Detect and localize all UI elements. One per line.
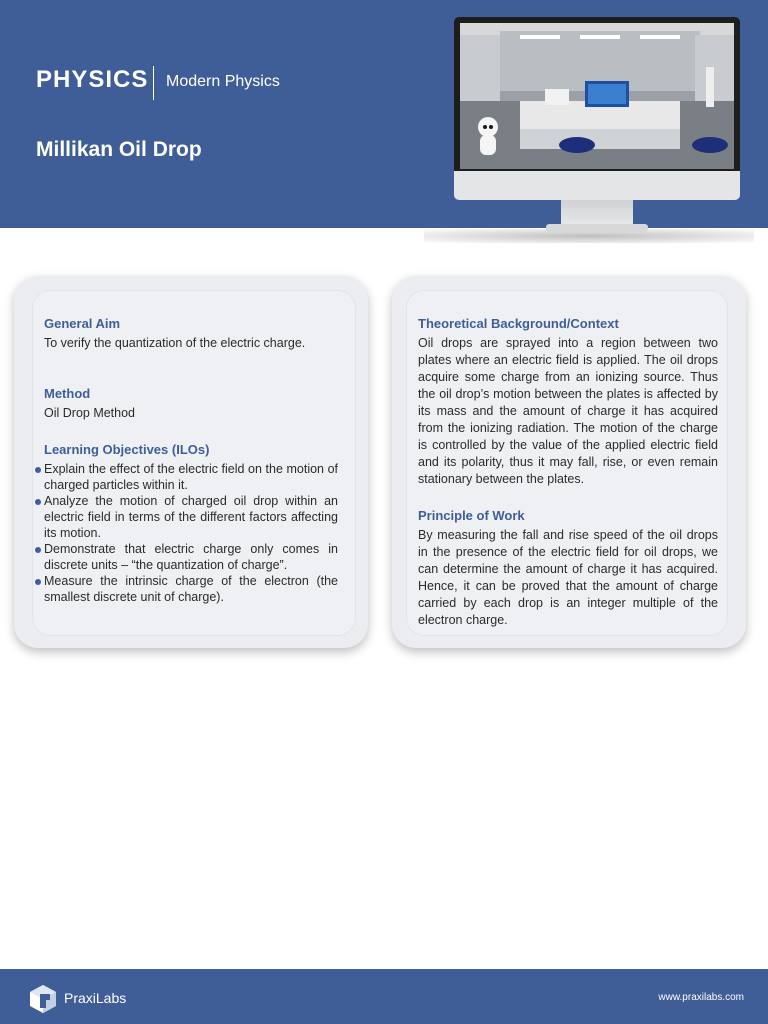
background-card	[392, 276, 746, 648]
topic-label: Modern Physics	[166, 73, 280, 90]
method-text: Oil Drop Method	[44, 406, 136, 420]
objectives-card-content	[44, 316, 338, 605]
principle-of-work-text: By measuring the fall and rise speed of the oil drops in the presence of the electric field for oil drops, we can determine the amount of charge it has acquired. Hence, it can be proved that the amount of charge carried by each drop is an integer multiple of the electron charge.	[418, 528, 718, 627]
experiment-title: Millikan Oil Drop	[36, 138, 202, 161]
objectives-card	[14, 276, 368, 648]
list-item: Explain the effect of the electric field on the motion of charged particles within it.	[44, 461, 338, 493]
list-item: Analyze the motion of charged oil drop within an electric field in terms of the different factors affecting its motion.	[44, 493, 338, 541]
monitor-stand	[561, 200, 633, 226]
principle-of-work-heading: Principle of Work	[418, 508, 525, 523]
praxilabs-logo-icon	[27, 983, 59, 1015]
background-card-content	[418, 316, 718, 629]
subject-title: PHYSICS	[36, 66, 149, 93]
list-item: Measure the intrinsic charge of the electron (the smallest discrete unit of charge).	[44, 573, 338, 605]
bullet-icon	[35, 579, 41, 585]
bullet-icon	[35, 499, 41, 505]
brand-name: PraxiLabs	[64, 990, 127, 1006]
monitor-illustration	[454, 17, 740, 241]
monitor-chin	[454, 171, 740, 200]
theoretical-background-heading: Theoretical Background/Context	[418, 316, 619, 331]
bullet-icon	[35, 547, 41, 553]
header-divider	[153, 66, 154, 100]
virtual-lab-image	[460, 23, 734, 169]
bullet-icon	[35, 467, 41, 473]
general-aim-text: To verify the quantization of the electric charge.	[44, 336, 306, 350]
background-card-panel	[406, 290, 728, 636]
monitor-screen	[454, 17, 740, 171]
website-link[interactable]: www.praxilabs.com	[658, 992, 744, 1003]
theoretical-background-text: Oil drops are sprayed into a region between two plates where an electric field is applied. The oil drops acquire some charge from an ionizing source. Thus the oil drop’s motion between the plates is affected by its mass and the amount of charge it has acquired from the ionizing radiation. The motion of the charge is controlled by the value of the applied electric field and its polarity, thus it may fall, rise, or even remain stationary between the plates.	[418, 336, 718, 486]
objectives-card-panel	[32, 290, 356, 636]
general-aim-heading: General Aim	[44, 316, 121, 331]
monitor-foot	[546, 224, 648, 232]
footer-bar	[0, 969, 768, 1024]
method-heading: Method	[44, 386, 91, 401]
list-item: Demonstrate that electric charge only comes in discrete units – “the quantization of charge”.	[44, 541, 338, 573]
lab-scene-icon	[460, 23, 734, 169]
learning-objectives-list	[44, 461, 338, 605]
learning-objectives-heading: Learning Objectives (ILOs)	[44, 442, 210, 457]
